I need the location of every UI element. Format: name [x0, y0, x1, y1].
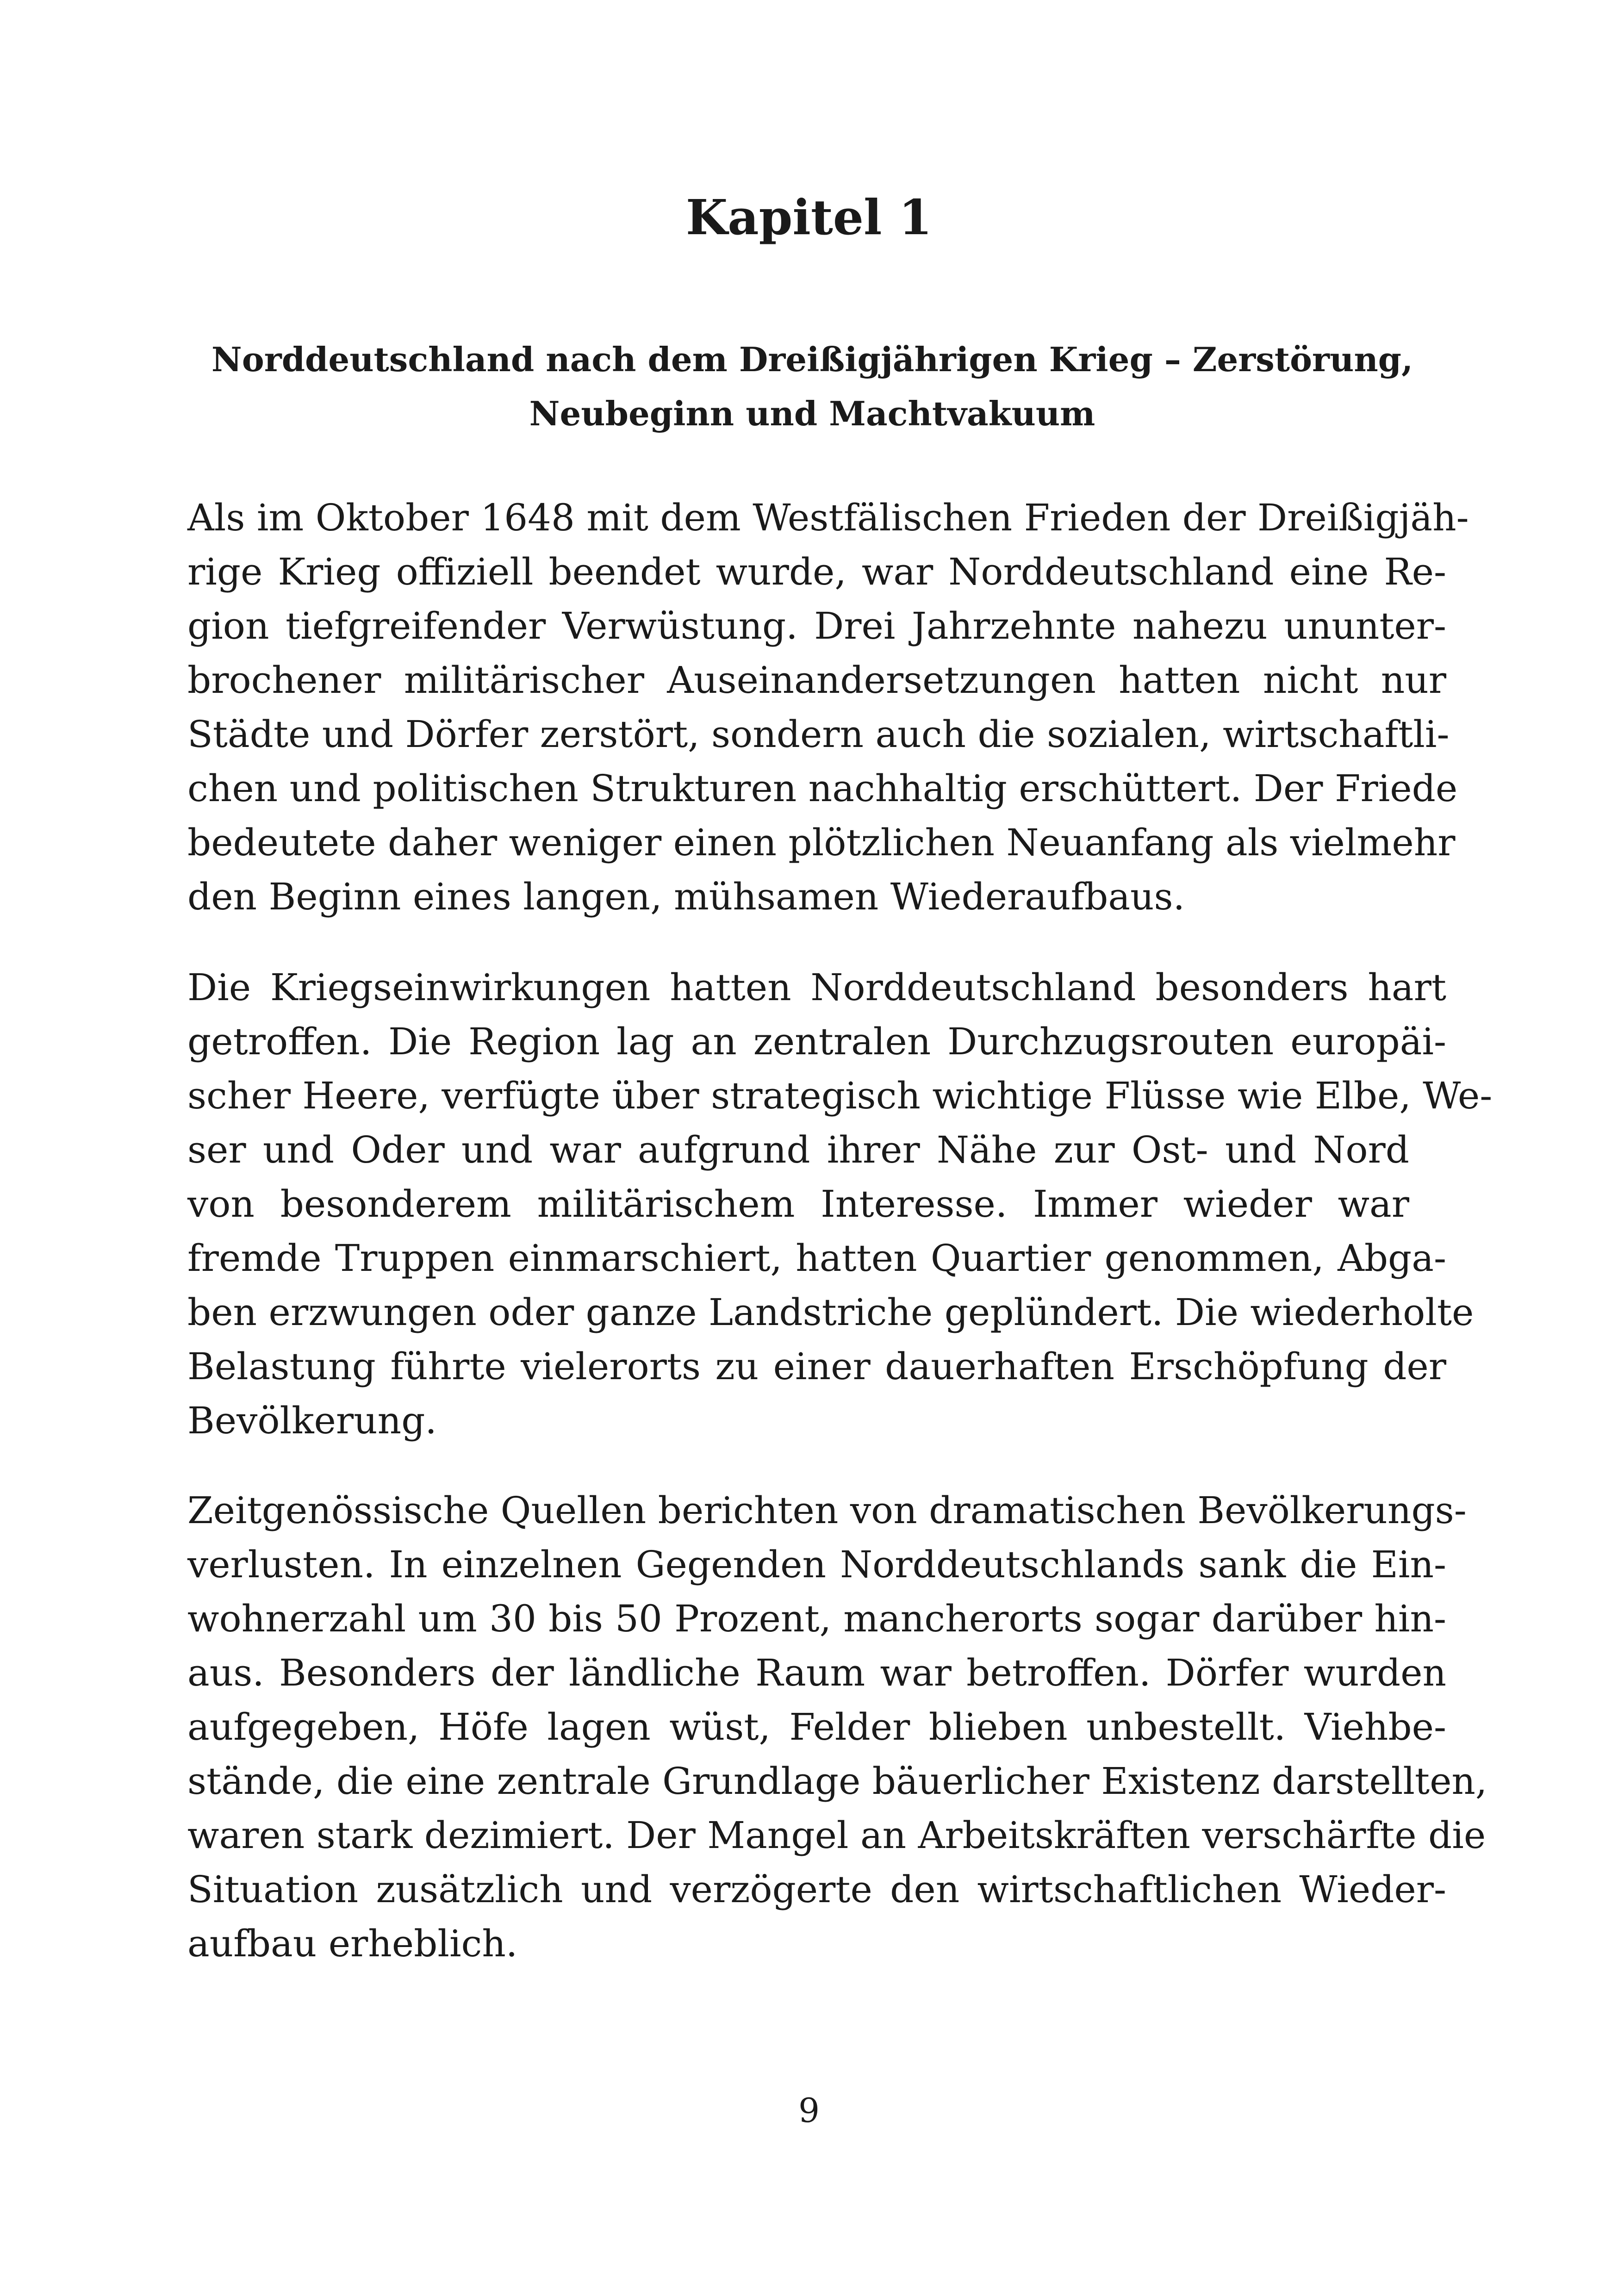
- text-line: waren stark dezimiert. Der Mangel an Arbeitskräften verschärfte die: [187, 1814, 1486, 1857]
- section-heading: [187, 332, 1437, 441]
- section-heading-line: Neubeginn und Machtvakuum: [529, 394, 1095, 433]
- body-paragraph: [187, 1483, 1487, 1971]
- section-heading-line: Norddeutschland nach dem Dreißigjährigen Krieg – Zerstörung,: [211, 340, 1413, 379]
- text-line: Belastung führte vielerorts zu einer dauerhaften Erschöpfung der: [187, 1345, 1446, 1388]
- text-line: Die Kriegseinwirkungen hatten Norddeutschland besonders hart: [187, 966, 1446, 1009]
- text-line: ser und Oder und war aufgrund ihrer Nähe zur Ost- und Nord: [187, 1128, 1409, 1171]
- page-number: 9: [798, 2091, 820, 2130]
- body-paragraph: [187, 960, 1493, 1448]
- text-line: von besonderem militärischem Interesse. Immer wieder war: [187, 1182, 1409, 1226]
- text-line: gion tiefgreifender Verwüstung. Drei Jahrzehnte nahezu ununter-: [187, 604, 1446, 647]
- text-line: Bevölkerung.: [187, 1399, 437, 1442]
- chapter-title: Kapitel 1: [685, 189, 933, 246]
- text-line: verlusten. In einzelnen Gegenden Norddeutschlands sank die Ein-: [187, 1543, 1446, 1586]
- text-line: Zeitgenössische Quellen berichten von dramatischen Bevölkerungs-: [187, 1489, 1467, 1532]
- text-line: rige Krieg offiziell beendet wurde, war Norddeutschland eine Re-: [187, 550, 1446, 593]
- body-paragraph: [187, 491, 1469, 924]
- text-line: scher Heere, verfügte über strategisch wichtige Flüsse wie Elbe, We-: [187, 1074, 1493, 1117]
- text-line: getroffen. Die Region lag an zentralen Durchzugsrouten europäi-: [187, 1020, 1446, 1063]
- text-line: aufbau erheblich.: [187, 1922, 518, 1965]
- text-line: wohnerzahl um 30 bis 50 Prozent, mancherorts sogar darüber hin-: [187, 1597, 1446, 1640]
- text-line: aufgegeben, Höfe lagen wüst, Felder blieben unbestellt. Viehbe-: [187, 1705, 1446, 1748]
- text-line: bedeutete daher weniger einen plötzlichen Neuanfang als vielmehr: [187, 821, 1456, 864]
- text-line: fremde Truppen einmarschiert, hatten Quartier genommen, Abga-: [187, 1237, 1446, 1280]
- text-line: Städte und Dörfer zerstört, sondern auch die sozialen, wirtschaftli-: [187, 713, 1450, 756]
- text-line: brochener militärischer Auseinandersetzungen hatten nicht nur: [187, 659, 1446, 702]
- text-line: chen und politischen Strukturen nachhaltig erschüttert. Der Friede: [187, 767, 1458, 810]
- text-line: ben erzwungen oder ganze Landstriche geplündert. Die wiederholte: [187, 1291, 1474, 1334]
- text-line: Als im Oktober 1648 mit dem Westfälischen Frieden der Dreißigjäh-: [187, 496, 1469, 539]
- text-line: Situation zusätzlich und verzögerte den wirtschaftlichen Wieder-: [187, 1868, 1446, 1911]
- text-line: den Beginn eines langen, mühsamen Wiederaufbaus.: [187, 875, 1185, 918]
- text-line: stände, die eine zentrale Grundlage bäuerlicher Existenz darstellten,: [187, 1760, 1487, 1803]
- text-line: aus. Besonders der ländliche Raum war betroffen. Dörfer wurden: [187, 1651, 1446, 1694]
